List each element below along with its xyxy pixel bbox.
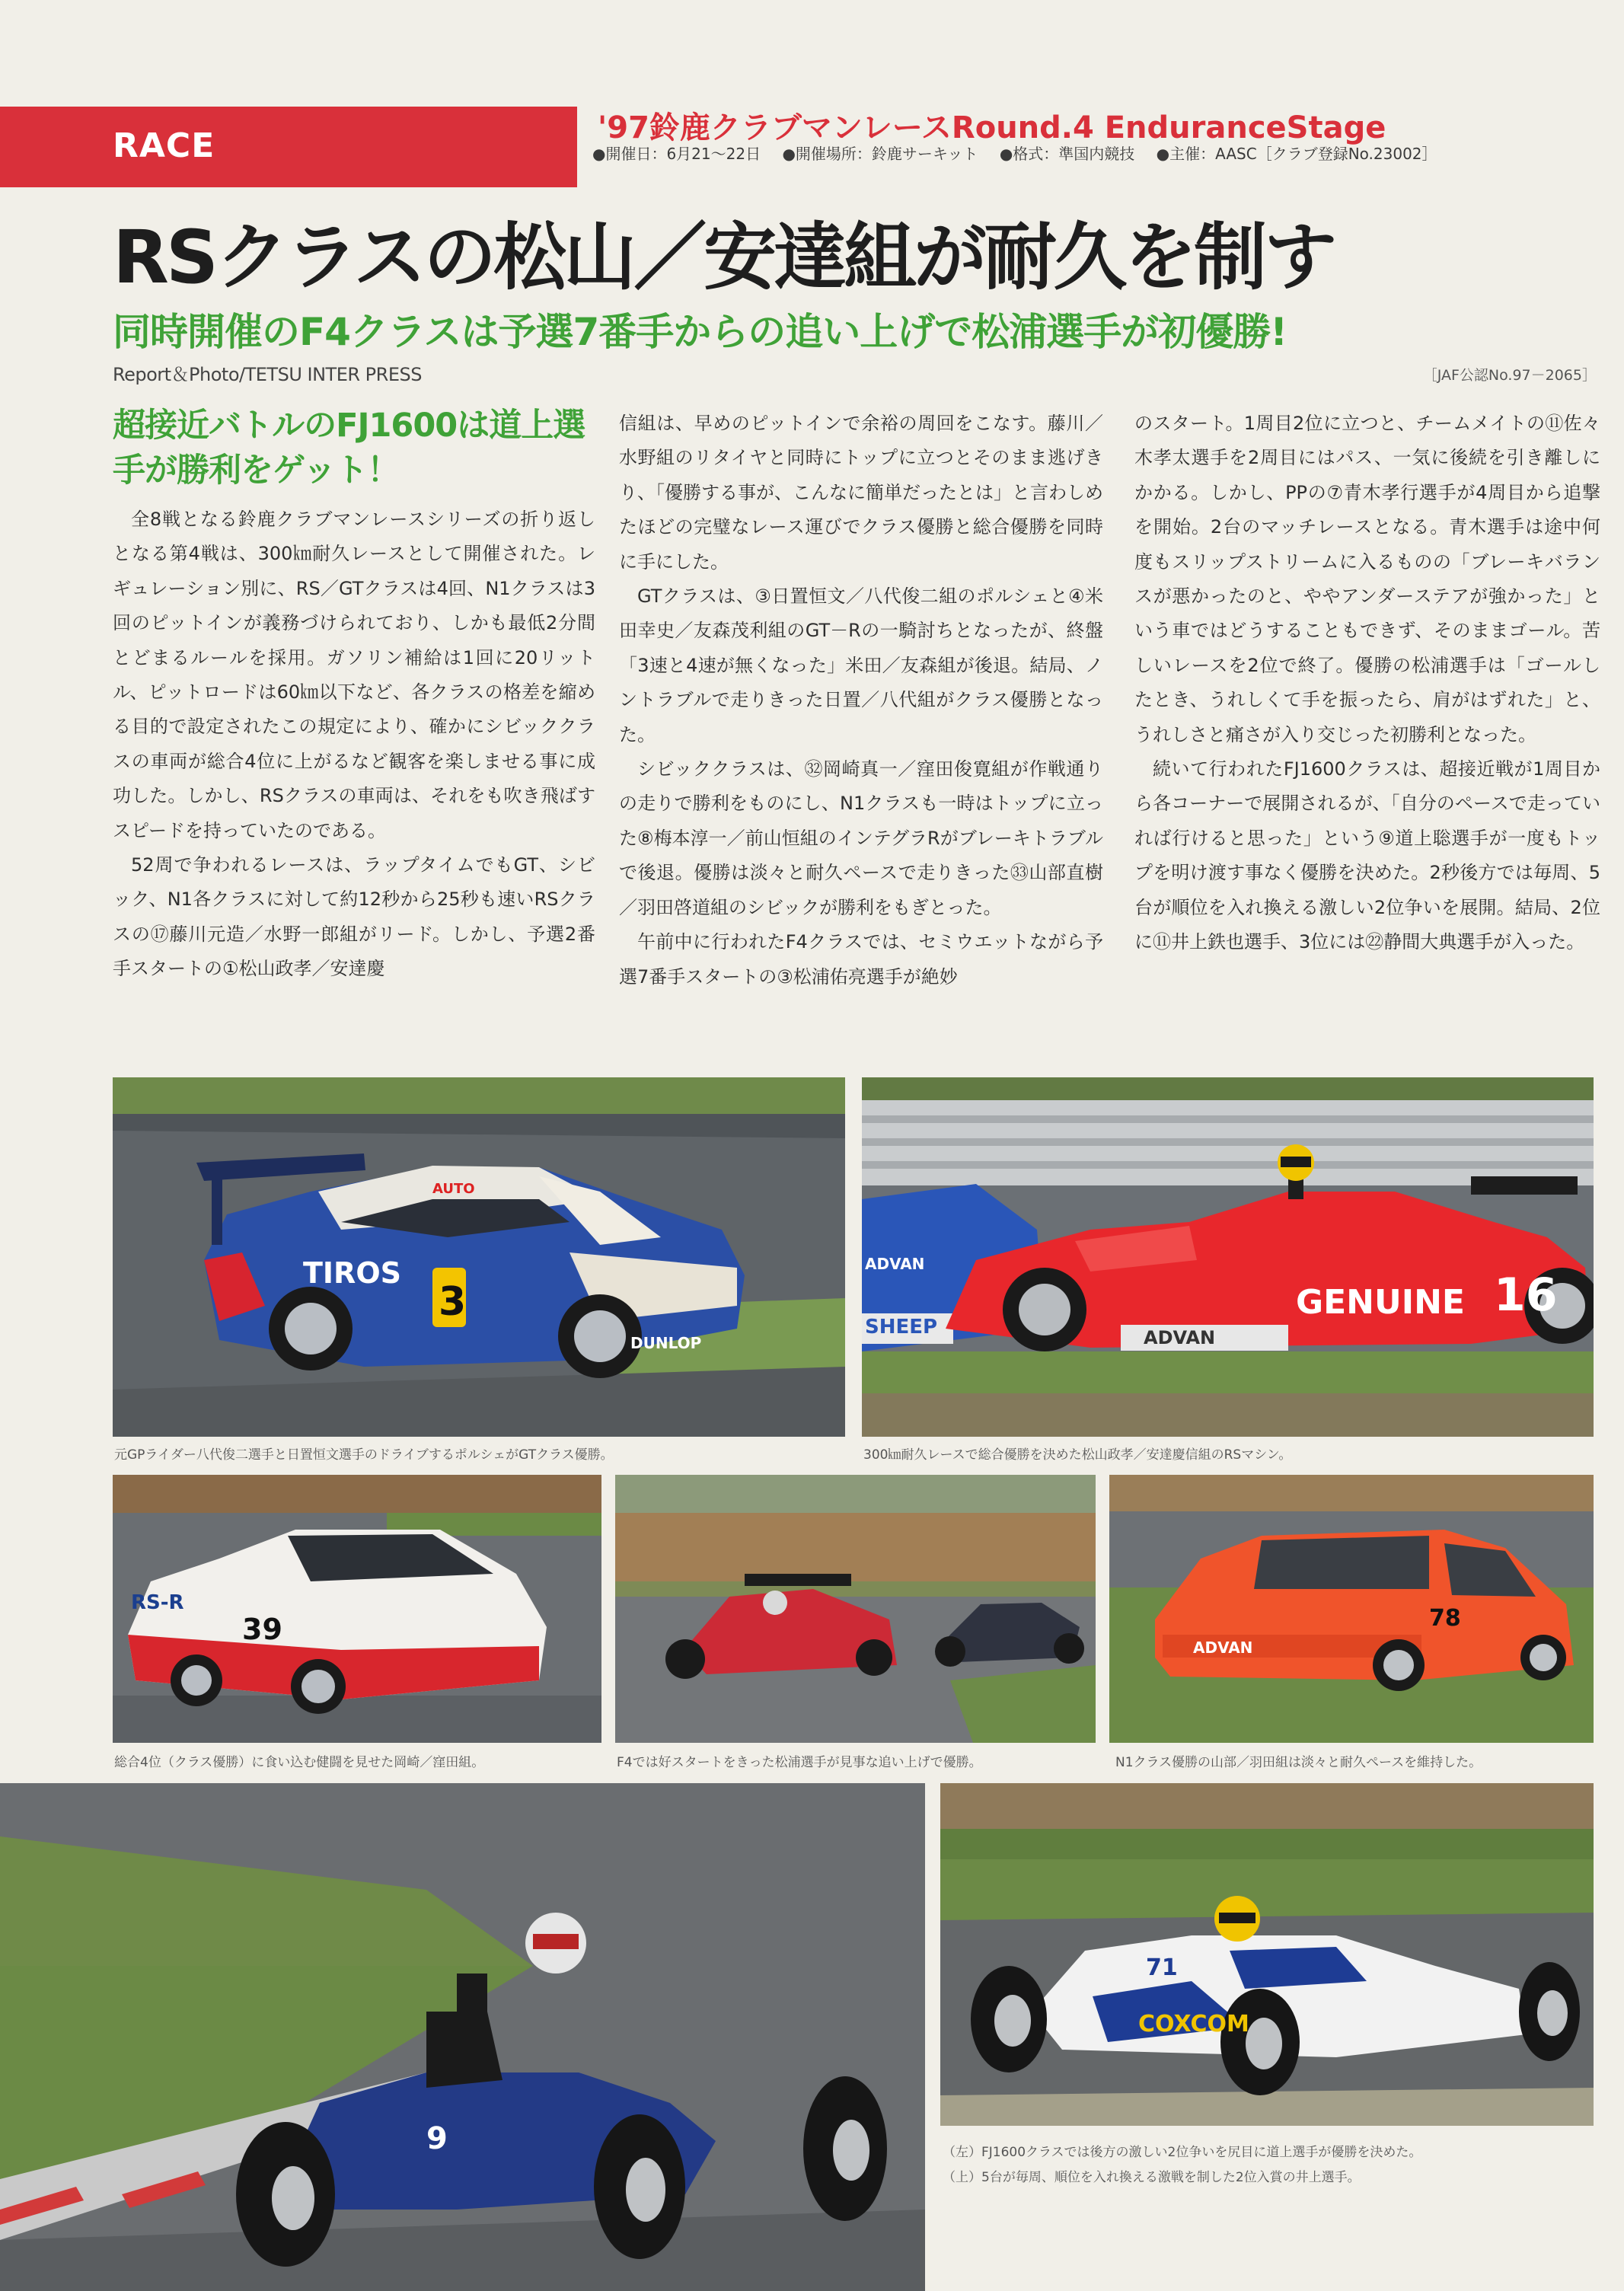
photo-rs-machine	[862, 1077, 1594, 1437]
photo-civic-39	[113, 1475, 601, 1743]
paragraph: 午前中に行われたF4クラスでは、セミウエットながら予選7番手スタートの③松浦佑亮選手が絶妙	[619, 931, 1103, 988]
decal-advan: ADVAN	[1193, 1638, 1253, 1657]
article-column-2	[619, 407, 1103, 994]
event-title: '97鈴鹿クラブマンレースRound.4 EnduranceStage	[598, 110, 1386, 145]
photo-credit: Report＆Photo/TETSU INTER PRESS	[113, 364, 422, 385]
jaf-number: ［JAF公認No.97－2065］	[1422, 367, 1597, 384]
event-date: ●開催日：6月21～22日	[592, 145, 761, 163]
decal-genuine: GENUINE	[1296, 1283, 1465, 1322]
caption-f4: F4では好スタートをきった松浦選手が見事な追い上げで優勝。	[617, 1755, 982, 1770]
event-organizer: ●主催：AASC［クラブ登録No.23002］	[1156, 145, 1437, 163]
decal-advan-blue: ADVAN	[865, 1255, 925, 1273]
decal-coxcom: COXCOM	[1138, 2011, 1249, 2037]
decal-sheep: SHEEP	[865, 1316, 938, 1339]
caption-civic-78: N1クラス優勝の山部／羽田組は淡々と耐久ペースを維持した。	[1115, 1755, 1482, 1770]
paragraph: 続いて行われたFJ1600クラスは、超接近戦が1周目から各コーナーで展開されるが、「自分のペースで走っていれば行けると思った」という⑨道上聡選手が一度もトップを明け渡す事なく優勝を決めた。2秒後方では毎周、5台が順位を入れ換える激しい2位争いを展開。結局、2位に⑪井上鉄也選手、3位には㉒静間大典選手が入った。	[1134, 758, 1600, 953]
decal-auto: AUTO	[432, 1181, 475, 1197]
photo-fj-white	[940, 1783, 1594, 2126]
decal-tiros: TIROS	[303, 1256, 401, 1290]
decal-number: 71	[1146, 1954, 1178, 1981]
caption-fj-top: （上）5台が毎周、順位を入れ換える激戦を制した2位入賞の井上選手。	[943, 2170, 1361, 2185]
paragraph: のスタート。1周目2位に立つと、チームメイトの⑪佐々木孝太選手を2周目にはパス、一気に後続を引き離しにかかる。しかし、PPの⑦青木孝行選手が4周目から追撃を開始。2台のマッチレースとなる。青木選手は途中何度もスリップストリームに入るものの「ブレーキバランスが悪かったのと、ややアンダーステアが強かった」という車ではどうすることもできず、そのままゴール。苦しいレースを2位で終了。優勝の松浦選手は「ゴールしたとき、うれしくて手を振ったら、肩がはずれた」と、うれしさと痛さが入り交じった初勝利となった。	[1134, 413, 1600, 745]
decal-rsr: RS-R	[131, 1591, 184, 1614]
headline: RSクラスの松山／安達組が耐久を制す	[113, 215, 1335, 300]
section-label: RACE	[113, 126, 215, 165]
photo-civic-78	[1109, 1475, 1594, 1743]
event-format: ●格式：準国内競技	[999, 145, 1135, 163]
article-column-3	[1134, 407, 1600, 960]
event-info	[592, 142, 1454, 164]
decal-number: 3	[439, 1279, 467, 1325]
article-subheading: 超接近バトルのFJ1600は道上選手が勝利をゲット！	[113, 407, 585, 490]
caption-fj-left: （左）FJ1600クラスでは後方の激しい2位争いを尻目に道上選手が優勝を決めた。	[943, 2145, 1422, 2160]
photo-fj-dark	[0, 1783, 925, 2291]
paragraph: シビッククラスは、㉜岡崎真一／窪田俊寛組が作戦通りの走りで勝利をものにし、N1クラスも一時はトップに立った⑧梅本淳一／前山恒組のインテグラRがブレーキトラブルで後退。優勝は淡々と耐久ペースで走りきった㉝山部直樹／羽田啓道組のシビックが勝利をもぎとった。	[619, 758, 1103, 918]
decal-number: 39	[242, 1613, 282, 1646]
photo-porsche	[113, 1077, 845, 1437]
paragraph: 全8戦となる鈴鹿クラブマンレースシリーズの折り返しとなる第4戦は、300㎞耐久レースとして開催された。レギュレーション別に、RS／GTクラスは4回、N1クラスは3回のピットインが義務づけられており、しかも最低2分間とどまるルールを採用。ガソリン補給は1回に20リットル、ピットロードは60㎞以下など、各クラスの格差を縮める目的で設定されたこの規定により、確かにシビッククラスの車両が総合4位に上がるなど観客を楽しませる事に成功した。しかし、RSクラスの車両は、それをも吹き飛ばすスピードを持っていたのである。	[113, 509, 595, 841]
caption-rs-machine: 300㎞耐久レースで総合優勝を決めた松山政孝／安達慶信組のRSマシン。	[863, 1447, 1292, 1463]
decal-advan: ADVAN	[1144, 1327, 1216, 1348]
paragraph: 信組は、早めのピットインで余裕の周回をこなす。藤川／水野組のリタイヤと同時にトップに立つとそのまま逃げきり、「優勝する事が、こんなに簡単だったとは」と言わしめたほどの完璧なレース運びでクラス優勝と総合優勝を同時に手にした。	[619, 413, 1103, 573]
subheadline: 同時開催のF4クラスは予選7番手からの追い上げで松浦選手が初優勝!	[113, 310, 1287, 354]
paragraph: GTクラスは、③日置恒文／八代俊二組のポルシェと④米田幸史／友森茂利組のGT－Rの一騎討ちとなったが、終盤「3速と4速が無くなった」米田／友森組が後退。結局、ノントラブルで走りきった日置／八代組がクラス優勝となった。	[619, 586, 1103, 745]
decal-dunlop: DUNLOP	[630, 1334, 702, 1352]
event-venue: ●開催場所：鈴鹿サーキット	[782, 145, 978, 163]
race-section-bar	[0, 107, 577, 187]
decal-number: 78	[1429, 1605, 1461, 1632]
photo-f4	[615, 1475, 1096, 1743]
decal-number: 9	[426, 2121, 448, 2156]
caption-civic-39: 総合4位（クラス優勝）に食い込む健闘を見せた岡崎／窪田組。	[114, 1755, 485, 1770]
decal-number: 16	[1494, 1268, 1558, 1322]
paragraph: 52周で争われるレースは、ラップタイムでもGT、シビック、N1各クラスに対して約12秒から25秒も速いRSクラスの⑰藤川元造／水野一郎組がリード。しかし、予選2番手スタートの①松山政孝／安達慶	[113, 854, 595, 980]
caption-porsche: 元GPライダー八代俊二選手と日置恒文選手のドライブするポルシェがGTクラス優勝。	[114, 1447, 614, 1463]
article-column-1	[113, 503, 595, 987]
